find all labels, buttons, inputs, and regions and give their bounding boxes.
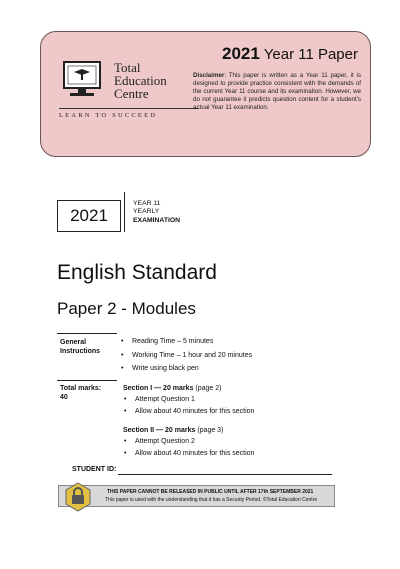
subject-title: English Standard: [57, 261, 217, 284]
list-item: • Write using black pen: [121, 362, 252, 376]
lock-seal-icon: [63, 482, 93, 512]
student-id-field[interactable]: [118, 474, 332, 475]
logo-line-3: Centre: [114, 86, 149, 101]
list-item: • Reading Time – 5 minutes: [121, 335, 252, 349]
exam-year-box: [57, 200, 121, 232]
general-instructions-label: General Instructions: [60, 339, 101, 355]
security-period-notice: This paper is used with the understanding that it has a Security Period. ©Total Education Centre: [105, 497, 318, 503]
logo: [57, 54, 207, 134]
general-rule: [57, 333, 117, 334]
section-2-list: [124, 436, 254, 459]
computer-logo-icon: [61, 58, 113, 104]
disclaimer-text: : This paper is written as a Year 11 paper, it is designed to provide practice consistent with the demands of the current Year 11 course and its examination. However, we do not guarantee it predicts question content for a student's actual Year 11 examination.: [193, 72, 361, 111]
logo-divider: [59, 108, 199, 109]
exam-line-1: YEAR 11: [133, 200, 161, 207]
paper-title: [222, 44, 358, 64]
marks-rule: [57, 380, 117, 381]
paper-year: 2021: [222, 44, 260, 63]
exam-line-2: YEARLY: [133, 208, 160, 216]
list-item: • Allow about 40 minutes for this section: [124, 448, 254, 460]
list-item: • Working Time – 1 hour and 20 minutes: [121, 349, 252, 363]
release-notice: THIS PAPER CANNOT BE RELEASED IN PUBLIC UNTIL AFTER 17th SEPTEMBER 2021: [107, 489, 314, 495]
security-notice: [58, 485, 335, 507]
section-2-heading: Section II — 20 marks (page 3): [123, 427, 224, 434]
exam-line-3: EXAMINATION: [133, 216, 181, 224]
paper-subtitle: Paper 2 - Modules: [57, 299, 196, 318]
logo-line-1: Total: [114, 60, 141, 75]
list-item: • Allow about 40 minutes for this section: [124, 406, 254, 418]
general-instructions-list: [121, 335, 252, 376]
exam-type: [133, 200, 180, 225]
disclaimer-label: Disclaimer: [193, 72, 225, 79]
section-1-heading: Section I — 20 marks (page 2): [123, 385, 222, 392]
logo-line-2: Education: [114, 73, 167, 88]
logo-tagline: LEARN TO SUCCEED: [59, 112, 158, 119]
exam-divider: [124, 192, 125, 232]
disclaimer: [193, 72, 361, 112]
paper-title-text: Year 11 Paper: [263, 46, 358, 63]
section-1-list: [124, 394, 254, 417]
student-id-label: STUDENT ID:: [72, 466, 117, 473]
list-item: • Attempt Question 2: [124, 436, 254, 448]
list-item: • Attempt Question 1: [124, 394, 254, 406]
total-marks-label: Total marks: 40: [60, 385, 102, 401]
exam-year: 2021: [70, 206, 108, 225]
header-banner: [40, 31, 371, 157]
